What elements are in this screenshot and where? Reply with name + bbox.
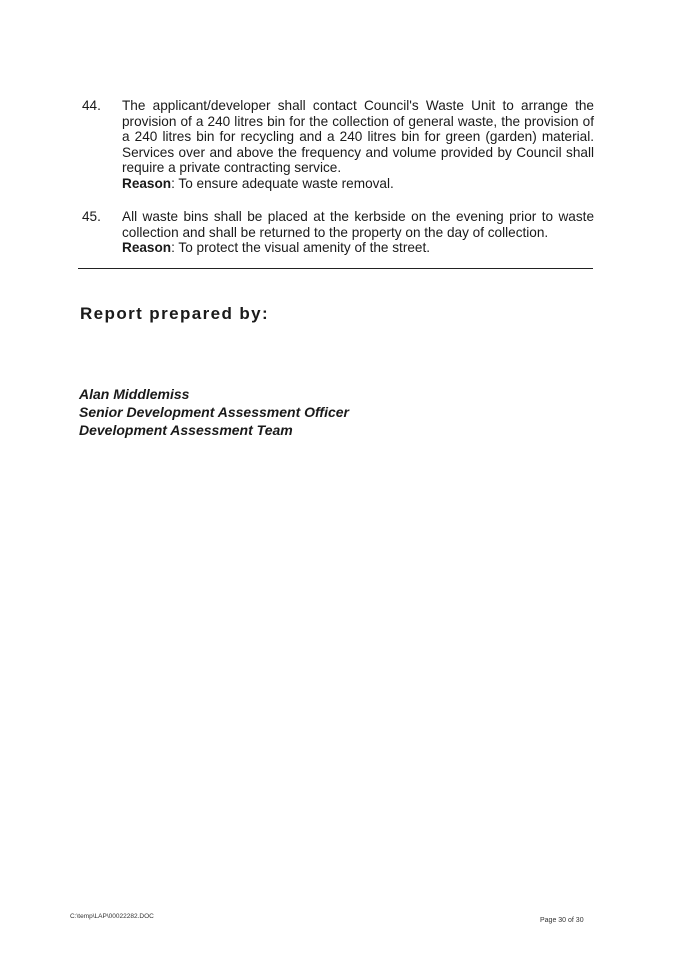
section-divider: [78, 268, 593, 269]
reason-text: : To ensure adequate waste removal.: [171, 175, 394, 191]
condition-45: [82, 209, 594, 256]
condition-reason: [122, 240, 594, 256]
condition-reason: [122, 176, 594, 192]
author-title: Senior Development Assessment Officer: [79, 404, 349, 420]
condition-number: 44.: [82, 98, 101, 113]
author-team: Development Assessment Team: [79, 422, 293, 438]
condition-44: [82, 98, 594, 191]
reason-text: : To protect the visual amenity of the street.: [171, 240, 431, 255]
condition-body: [122, 209, 594, 256]
report-heading: Report prepared by:: [80, 304, 270, 323]
condition-text: The applicant/developer shall contact Council's Waste Unit to arrange the provision of a 240 litres bin for the collection of general waste, the provision of a 240 litres bin for recycling and a 240 litres bin for green (garden) material. Services over and above the frequency and volume provided by Council shall require a private contracting service.: [122, 98, 594, 175]
footer-page-number: Page 30 of 30: [540, 917, 584, 924]
reason-label: Reason: [122, 175, 172, 191]
reason-label: Reason: [122, 240, 172, 255]
footer-file-path: C:\temp\LAP\00022282.DOC: [70, 913, 154, 920]
condition-body: [122, 98, 594, 191]
signature-block: [79, 385, 349, 439]
condition-number: 45.: [82, 209, 101, 224]
author-name: Alan Middlemiss: [79, 386, 190, 402]
condition-text: All waste bins shall be placed at the kerbside on the evening prior to waste collection and shall be returned to the property on the day of collection.: [122, 209, 594, 240]
